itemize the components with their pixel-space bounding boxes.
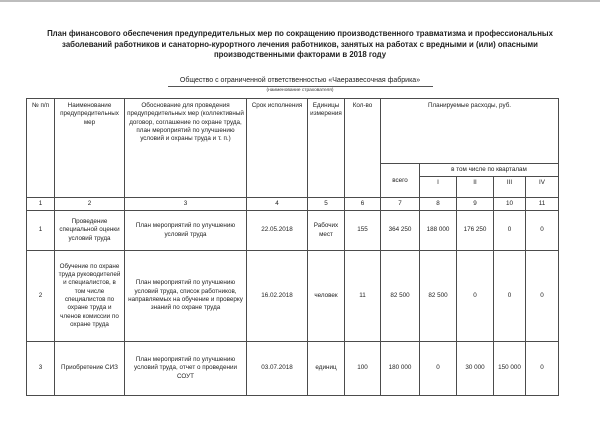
organization-caption: (наименование страхователя): [266, 88, 334, 93]
cell-row-number: 3: [27, 342, 55, 396]
cell-total: 364 250: [381, 211, 420, 251]
col-header-total: всего: [381, 164, 420, 198]
financial-plan-table: [26, 98, 559, 396]
document-title: План финансового обеспечения предупредительных мер по сокращению производственного травматизма и профессиональных заболеваний работников и санаторно-курортного лечения работников, занятых на работах с вредными и (или) опасными производственными факторами в 2018 году: [47, 29, 553, 59]
organization-name: Общество с ограниченной ответственностью «Чаеразвесочная фабрика»: [168, 76, 433, 87]
col-header-deadline: Срок исполнения: [247, 99, 308, 198]
cell-quantity: 11: [345, 251, 381, 342]
cell-quarter-3: 0: [494, 211, 526, 251]
column-number: 11: [526, 198, 559, 211]
cell-measure-name: Обучение по охране труда руководителей и специалистов, в том числе специалистов по охране труда и членов комиссии по охране труда: [55, 251, 125, 342]
column-number: 8: [420, 198, 457, 211]
column-number: 9: [457, 198, 494, 211]
col-header-quarter-2: II: [457, 177, 494, 198]
cell-deadline: 22.05.2018: [247, 211, 308, 251]
cell-quarter-2: 0: [457, 251, 494, 342]
table-row-1: [27, 211, 559, 251]
column-number: 6: [345, 198, 381, 211]
cell-justification: План мероприятий по улучшению условий труда, отчет о проведении СОУТ: [125, 342, 247, 396]
table-row-3: [27, 342, 559, 396]
column-number: 7: [381, 198, 420, 211]
cell-quarter-1: 188 000: [420, 211, 457, 251]
cell-quarter-4: 0: [526, 342, 559, 396]
cell-deadline: 03.07.2018: [247, 342, 308, 396]
table-row-2: [27, 251, 559, 342]
column-number: 2: [55, 198, 125, 211]
cell-justification: План мероприятий по улучшению условий труда, список работников, направляемых на обучение и проверку знаний по охране труда: [125, 251, 247, 342]
col-header-quarter-4: IV: [526, 177, 559, 198]
col-header-num: № п/п: [27, 99, 55, 198]
col-header-quarter-3: III: [494, 177, 526, 198]
cell-total: 180 000: [381, 342, 420, 396]
cell-units: человек: [308, 251, 345, 342]
cell-units: Рабочих мест: [308, 211, 345, 251]
column-number: 5: [308, 198, 345, 211]
col-header-justification: Обоснование для проведения предупредительных мер (коллективный договор, соглашение по охране труда, план мероприятий по улучшению условий и охраны труда и т. п.): [125, 99, 247, 198]
cell-quarter-3: 0: [494, 251, 526, 342]
column-number: 1: [27, 198, 55, 211]
cell-quarter-2: 30 000: [457, 342, 494, 396]
cell-total: 82 500: [381, 251, 420, 342]
organization-block: [0, 69, 600, 94]
column-number: 10: [494, 198, 526, 211]
cell-measure-name: Проведение специальной оценки условий труда: [55, 211, 125, 251]
col-header-quantity: Кол-во: [345, 99, 381, 198]
cell-quantity: 155: [345, 211, 381, 251]
column-number: 4: [247, 198, 308, 211]
column-numbering-row: [27, 198, 559, 211]
cell-quarter-1: 82 500: [420, 251, 457, 342]
col-header-by-quarters: в том числе по кварталам: [420, 164, 559, 177]
col-header-quarter-1: I: [420, 177, 457, 198]
cell-row-number: 1: [27, 211, 55, 251]
col-header-planned-costs: Планируемые расходы, руб.: [381, 99, 559, 164]
cell-deadline: 16.02.2018: [247, 251, 308, 342]
header-row-main: [27, 99, 559, 164]
cell-quarter-4: 0: [526, 211, 559, 251]
window-top-border: [0, 0, 600, 2]
cell-quarter-2: 176 250: [457, 211, 494, 251]
col-header-name: Наименование предупредительных мер: [55, 99, 125, 198]
column-number: 3: [125, 198, 247, 211]
col-header-units: Единицы измерения: [308, 99, 345, 198]
cell-quarter-4: 0: [526, 251, 559, 342]
cell-justification: План мероприятий по улучшению условий труда: [125, 211, 247, 251]
cell-quarter-1: 0: [420, 342, 457, 396]
cell-measure-name: Приобретение СИЗ: [55, 342, 125, 396]
cell-quantity: 100: [345, 342, 381, 396]
cell-units: единиц: [308, 342, 345, 396]
cell-row-number: 2: [27, 251, 55, 342]
cell-quarter-3: 150 000: [494, 342, 526, 396]
